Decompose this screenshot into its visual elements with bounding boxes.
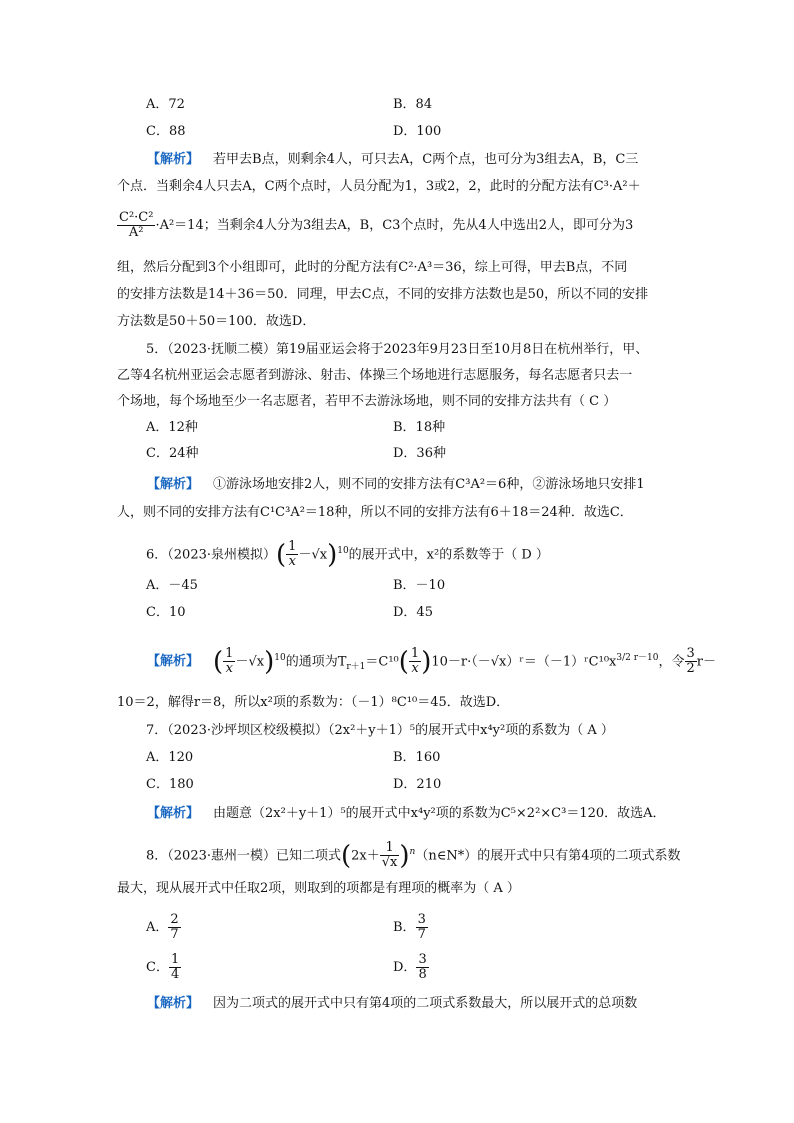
q6-solution-line2: 10＝2，解得r＝8，所以x²项的系数为：（－1）⁸C¹⁰＝45．故选D． <box>117 695 510 710</box>
q8-stem-line1: 8．（2023·惠州一模）已知二项式(2x＋ $\frac{1}{√x}$ )$^n$（n∈N*）的展开式中只有第4项的二项式系数 <box>146 840 681 871</box>
solution-tag: 【解析】 <box>147 152 200 167</box>
q8-option-a-num: 2 <box>170 912 179 927</box>
q6-sol-frac <box>223 647 235 676</box>
q7-option-a: A．120 <box>146 750 194 765</box>
q8-option-a <box>146 910 181 946</box>
q4-solution-line2: 个点．当剩余4人只去A，C两个点时，人员分配为1，3或2，2，此时的分配方法有C³·A²＋ <box>117 179 641 194</box>
q8-prefix: 8．（2023·惠州一模）已知二项式 <box>146 848 341 864</box>
solution-tag: 【解析】 <box>147 996 200 1011</box>
q6-sol-end2: r－ <box>696 654 716 670</box>
q8-exponent: n <box>409 847 416 857</box>
q7-option-b: B．160 <box>393 750 441 765</box>
q6-sol-end: ，令 <box>658 654 685 670</box>
q6-option-c: C．10 <box>146 605 186 620</box>
q8-frac-den: √x <box>381 855 398 871</box>
q6-sol-frac2-num: 1 <box>410 646 420 662</box>
q5-solution-text1: ①游泳场地安排2人，则不同的安排方法有C³A²＝6种，②游泳场地只安排1 <box>213 477 645 492</box>
solution-tag: 【解析】 <box>147 477 200 492</box>
q4-solution-text3: ·A²＝14；当剩余4人分为3组去A，B，C3个点时，先从4人中选出2人，即可分为3 <box>155 218 634 233</box>
q6-frac-den: x <box>288 554 296 570</box>
q8-option-b-num: 3 <box>417 912 426 927</box>
solution-tag: 【解析】 <box>147 806 200 821</box>
q5-solution-line1 <box>147 475 717 495</box>
q8-stem-line2: 最大，现从展开式中任取2项，则取到的项都是有理项的概率为（ A ） <box>117 881 520 896</box>
q6-sol-mid: 的通项为T <box>285 654 347 670</box>
q5-stem-line2: 乙等4名杭州亚运会志愿者到游泳、射击、体操三个场地进行志愿服务，每名志愿者只去一 <box>117 368 633 383</box>
q8-option-d-den: 8 <box>418 967 427 982</box>
q6-sol-frac2 <box>409 647 421 676</box>
q8-frac-num: 1 <box>380 841 400 856</box>
q8-option-c <box>146 950 181 986</box>
q5-option-a: A．12种 <box>146 420 198 435</box>
q6-frac-num: 1 <box>288 539 297 555</box>
q4-solution-line4: 组，然后分配到3个小组即可，此时的分配方法有C²·A³＝36，综上可得，甲去B点，不同 <box>117 260 628 275</box>
q4-option-c: C．88 <box>146 124 186 139</box>
q6-sol-frac3-den: 2 <box>686 661 695 677</box>
q8-option-b-frac <box>416 913 428 942</box>
q8-option-a-label: A． <box>146 920 169 935</box>
q8-option-c-label: C． <box>146 960 169 975</box>
q6-sol-tail: 10－r·（－√x）ʳ＝（－1）ʳC¹⁰x <box>431 654 617 670</box>
solution-tag: 【解析】 <box>147 654 200 670</box>
q5-stem-line1: 5．（2023·抚顺二模）第19届亚运会将于2023年9月23日至10月8日在杭州举行，甲、 <box>146 342 649 357</box>
q6-sol-frac-den: x <box>225 661 233 677</box>
q8-option-c-num: 1 <box>170 952 180 967</box>
q6-option-d: D．45 <box>393 605 433 620</box>
q6-exponent: 10 <box>337 546 349 556</box>
q8-option-c-frac <box>169 953 181 982</box>
q8-option-a-den: 7 <box>170 927 179 942</box>
q6-sol-sqrt: －√x <box>235 654 265 670</box>
q8-option-d-label: D． <box>393 960 417 975</box>
q8-option-c-den: 4 <box>170 967 180 982</box>
q6-sol-sub: r＋1 <box>346 661 366 672</box>
q6-sol-exp2: 3/2 r－10 <box>616 653 659 663</box>
q6-sol-rest: ＝C¹⁰ <box>365 654 399 670</box>
q6-sol-frac3-num: 3 <box>686 646 695 662</box>
q8-fraction <box>380 841 400 870</box>
q4-option-b: B．84 <box>393 97 433 112</box>
q6-option-a: A．－45 <box>146 578 198 593</box>
q4-fraction-den: A² <box>128 225 144 240</box>
q8-option-a-frac <box>168 913 180 942</box>
q6-option-b: B．－10 <box>393 578 446 593</box>
q7-solution <box>147 804 717 824</box>
q5-solution-line2: 人，则不同的安排方法有C¹C³A²＝18种，所以不同的安排方法有6＋18＝24种．故选C． <box>117 505 633 520</box>
q6-sol-frac2-den: x <box>411 661 419 677</box>
q4-solution-line6: 方法数是50＋50＝100．故选D． <box>117 314 316 329</box>
q6-sol-frac3 <box>685 647 697 676</box>
q8-inner-left: 2x＋ <box>351 848 380 864</box>
q4-option-d: D．100 <box>393 124 442 139</box>
q7-option-c: C．180 <box>146 777 194 792</box>
q7-stem: 7．（2023·沙坪坝区校级模拟）（2x²＋y＋1）⁵的展开式中x⁴y²项的系数为（ A ） <box>146 723 614 738</box>
q6-stem: 6．（2023·泉州模拟）( $\frac{1}{x}$ －√x)$^{10}$的展开式中，x²的系数等于（ D ） <box>146 539 549 570</box>
q8-solution <box>147 994 717 1014</box>
q8-option-d-num: 3 <box>418 952 427 967</box>
q6-sol-exp: 10 <box>274 653 286 663</box>
q8-option-d <box>393 950 429 986</box>
q4-solution-line3 <box>117 208 687 244</box>
q8-solution-text: 因为二项式的展开式中只有第4项的二项式系数最大，所以展开式的总项数 <box>213 996 638 1011</box>
q8-option-b-label: B． <box>393 920 416 935</box>
q8-option-b-den: 7 <box>417 927 426 942</box>
q6-prefix: 6．（2023·泉州模拟） <box>146 547 276 563</box>
q6-fraction <box>286 540 298 569</box>
q4-solution-line5: 的安排方法数是14＋36＝50．同理，甲去C点，不同的安排方法数也是50，所以不同的安排 <box>117 287 649 302</box>
q6-sqrt-term: －√x <box>298 547 328 563</box>
q6-sol-frac-num: 1 <box>225 646 234 662</box>
q4-solution-line1 <box>147 150 717 170</box>
q5-option-c: C．24种 <box>146 446 199 461</box>
q8-suffix: （n∈N*）的展开式中只有第4项的二项式系数 <box>415 848 681 864</box>
q4-fraction-num: C²·C² <box>119 210 154 225</box>
q4-solution-text1: 若甲去B点，则剩余4人，可只去A，C两个点，也可分为3组去A，B，C三 <box>213 152 639 167</box>
q5-stem-line3: 个场地，每个场地至少一名志愿者，若甲不去游泳场地，则不同的安排方法共有（ C ） <box>117 394 617 409</box>
q6-solution-line1: 【解析】 ( $\frac{1}{x}$ －√x)$^{10}$的通项为$T_{r+1}=C^{10}$( $\frac{1}{x}$ )$10-r\cdot(-√x)ʳ=(-1)ʳC^{10}x^{3/2 r-10}$，令 $\frac{3}{2}$ r－ <box>147 646 716 677</box>
q7-option-d: D．210 <box>393 777 442 792</box>
q8-option-d-frac <box>416 953 428 982</box>
q4-option-a: A．72 <box>146 97 185 112</box>
q7-solution-text: 由题意（2x²＋y＋1）⁵的展开式中x⁴y²项的系数为C⁵×2²×C³＝120．故选A． <box>213 806 666 821</box>
q5-option-d: D．36种 <box>393 446 446 461</box>
q5-option-b: B．18种 <box>393 420 446 435</box>
q4-fraction <box>117 211 155 240</box>
q8-option-b <box>393 910 428 946</box>
q6-suffix: 的展开式中，x²的系数等于（ D ） <box>348 547 549 563</box>
